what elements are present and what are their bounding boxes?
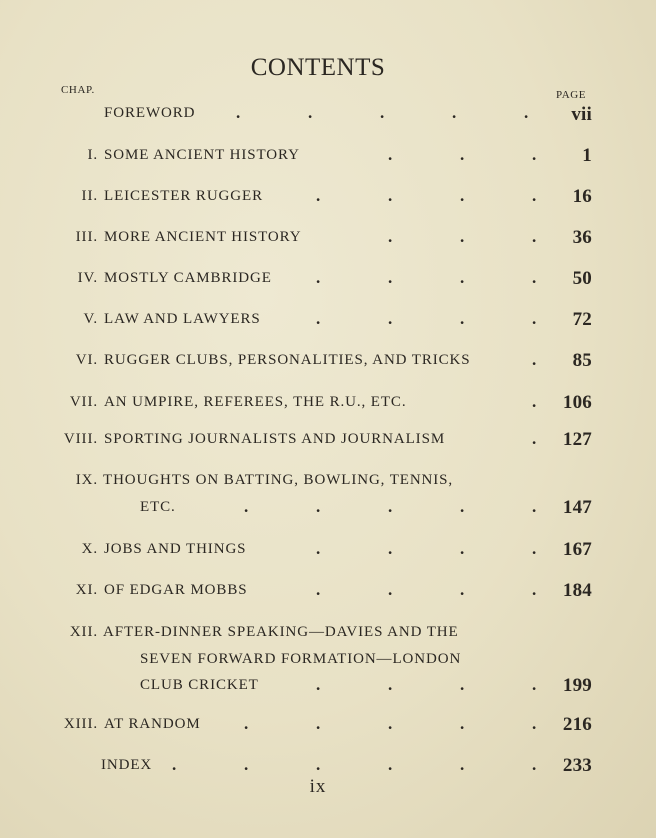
chapter-column-label: CHAP. xyxy=(61,84,95,96)
page-column-label: PAGE xyxy=(556,89,587,101)
leader-dots: . . . . xyxy=(316,309,538,328)
chapter-number: VIII. xyxy=(63,431,98,447)
leader-dots: . . . . xyxy=(316,580,538,599)
chapter-number: X. xyxy=(81,541,98,557)
toc-entry-page: 85 xyxy=(572,350,592,371)
toc-entry-chapter-3 xyxy=(0,229,656,251)
toc-entry-title: AFTER-DINNER SPEAKING—DAVIES AND THE xyxy=(103,624,459,640)
toc-entry-chapter-11 xyxy=(0,582,656,604)
toc-entry-chapter-6 xyxy=(0,352,656,374)
chapter-number: XI. xyxy=(75,582,98,598)
toc-entry-chapter-9-continued xyxy=(0,499,656,521)
toc-entry-page: 233 xyxy=(562,755,592,776)
chapter-number: XII. xyxy=(69,624,98,640)
chapter-number: III. xyxy=(75,229,98,245)
leader-dots: . xyxy=(532,350,538,369)
toc-entry-title: INDEX xyxy=(101,757,153,773)
toc-entry-title: SPORTING JOURNALISTS AND JOURNALISM xyxy=(104,431,446,447)
toc-entry-chapter-7 xyxy=(0,394,656,416)
toc-entry-page: 16 xyxy=(572,186,592,207)
leader-dots: . . . . xyxy=(316,268,538,287)
toc-entry-page: 106 xyxy=(562,392,592,413)
toc-entry-chapter-2 xyxy=(0,188,656,210)
toc-entry-chapter-9 xyxy=(0,472,656,494)
toc-entry-chapter-12-continued xyxy=(0,677,656,699)
toc-entry-title: LEICESTER RUGGER xyxy=(104,188,263,204)
toc-entry-chapter-4 xyxy=(0,270,656,292)
leader-dots: . . . . . . xyxy=(172,755,538,774)
toc-entry-chapter-12-continued xyxy=(0,651,656,673)
toc-entry-page: 147 xyxy=(562,497,592,518)
toc-entry-title-continued: ETC. xyxy=(140,499,176,515)
toc-entry-foreword xyxy=(0,105,656,127)
toc-entry-title: MORE ANCIENT HISTORY xyxy=(104,229,302,245)
toc-entry-page: 167 xyxy=(562,539,592,560)
toc-entry-chapter-8 xyxy=(0,431,656,453)
toc-entry-title: SOME ANCIENT HISTORY xyxy=(104,147,300,163)
toc-entry-title: FOREWORD xyxy=(104,105,196,121)
chapter-number: I. xyxy=(87,147,98,163)
toc-entry-page: 184 xyxy=(562,580,592,601)
leader-dots: . . . . xyxy=(316,675,538,694)
leader-dots: . xyxy=(532,392,538,411)
toc-entry-title: AN UMPIRE, REFEREES, THE R.U., ETC. xyxy=(104,394,407,410)
toc-entry-page: 72 xyxy=(572,309,592,330)
toc-entry-chapter-12 xyxy=(0,624,656,646)
leader-dots: . . . . . xyxy=(244,714,538,733)
toc-entry-title: AT RANDOM xyxy=(104,716,201,732)
toc-entry-title: OF EDGAR MOBBS xyxy=(104,582,248,598)
toc-entry-chapter-1 xyxy=(0,147,656,169)
toc-entry-title: RUGGER CLUBS, PERSONALITIES, AND TRICKS xyxy=(104,352,471,368)
chapter-number: VII. xyxy=(69,394,98,410)
toc-entry-page: 216 xyxy=(562,714,592,735)
toc-entry-title: LAW AND LAWYERS xyxy=(104,311,261,327)
chapter-number: XIII. xyxy=(63,716,98,732)
chapter-number: VI. xyxy=(75,352,98,368)
toc-entry-page: 36 xyxy=(572,227,592,248)
leader-dots: . . . . xyxy=(316,539,538,558)
toc-entry-chapter-5 xyxy=(0,311,656,333)
chapter-number: V. xyxy=(83,311,98,327)
toc-entry-chapter-13 xyxy=(0,716,656,738)
toc-entry-title: JOBS AND THINGS xyxy=(104,541,247,557)
chapter-number: IV. xyxy=(77,270,98,286)
toc-entry-title-continued: CLUB CRICKET xyxy=(140,677,259,693)
page-title: CONTENTS xyxy=(250,54,386,81)
toc-entry-page: 1 xyxy=(582,145,592,166)
toc-entry-page: 50 xyxy=(572,268,592,289)
toc-entry-page: 127 xyxy=(562,429,592,450)
leader-dots: . . . . . xyxy=(244,497,538,516)
leader-dots: . . . . . xyxy=(236,103,530,122)
toc-entry-page: 199 xyxy=(562,675,592,696)
toc-entry-page: vii xyxy=(571,104,592,125)
page-number: ix xyxy=(309,776,327,797)
toc-entry-chapter-10 xyxy=(0,541,656,563)
leader-dots: . . . xyxy=(388,227,538,246)
toc-entry-title-continued: SEVEN FORWARD FORMATION—LONDON xyxy=(140,651,462,667)
toc-entry-title: MOSTLY CAMBRIDGE xyxy=(104,270,272,286)
leader-dots: . . . xyxy=(388,145,538,164)
leader-dots: . . . . xyxy=(316,186,538,205)
chapter-number: II. xyxy=(81,188,98,204)
chapter-number: IX. xyxy=(75,472,98,488)
toc-entry-title: THOUGHTS ON BATTING, BOWLING, TENNIS, xyxy=(103,472,454,488)
leader-dots: . xyxy=(532,429,538,448)
